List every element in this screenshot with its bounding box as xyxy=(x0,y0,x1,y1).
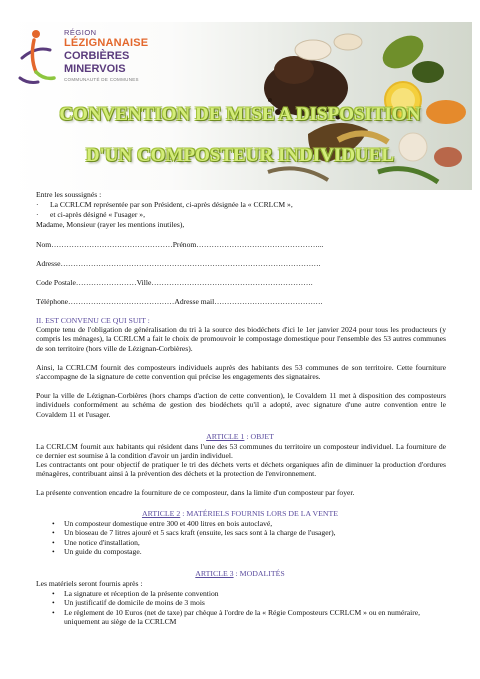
logo-figure-icon xyxy=(14,28,62,90)
logo-region-text: RÉGION xyxy=(64,28,97,37)
list-item: • Une notice d'installation, xyxy=(52,538,432,547)
document-title-line2: D'UN COMPOSTEUR INDIVIDUEL xyxy=(85,145,395,166)
article-1-paragraph-2: Les contractants ont pour objectif de pratiquer le tri des déchets verts et déchets organiques afin de diminuer la production d'ordures ménagères, contribuant ainsi à la prévention des déchets et la protection de l'environnement. xyxy=(36,460,446,479)
bullet-dot: · xyxy=(36,200,39,209)
article-2-heading xyxy=(0,509,480,518)
field-adresse[interactable]: Adresse…………………………………………………………………………………………. xyxy=(36,259,321,268)
field-code-postal-ville[interactable]: Code Postale……………………Ville………………………………………………………. xyxy=(36,278,313,287)
agreement-paragraph-1: Compte tenu de l'obligation de généralisation du tri à la source des biodéchets d'ici le 1er janvier 2024 pour tous les producteurs (y compris les ménages), la CCRLCM a fait le choix de promouvoir le compostage domestique pour l'ensemble des 53 autres communes de son territoire (hors ville de Lézignan-Corbières). xyxy=(36,325,446,353)
logo-name-line1: LÉZIGNANAISE xyxy=(64,37,149,49)
article-3-list xyxy=(52,589,432,626)
article-3-intro: Les matériels seront fournis après : xyxy=(36,579,143,588)
article-1-title: : OBJET xyxy=(244,432,274,441)
list-item: • La signature et réception de la présente convention xyxy=(52,589,432,598)
list-item: • Un composteur domestique entre 300 et 400 litres en bois autoclavé, xyxy=(52,519,432,528)
party-ccrlcm: La CCRLCM représentée par son Président, ci-après désignée la « CCRLCM », xyxy=(50,200,293,209)
article-1-paragraph-3: La présente convention encadre la fourniture de ce composteur, dans la limite d'un composteur par foyer. xyxy=(36,488,355,497)
article-3-label: ARTICLE 3 xyxy=(195,569,234,578)
civility-line: Madame, Monsieur (rayer les mentions inutiles), xyxy=(36,220,185,229)
list-item: • Un bioseau de 7 litres ajouré et 5 sacs kraft (ensuite, les sacs sont à la charge de l'usager), xyxy=(52,528,432,537)
document-title-line1: CONVENTION DE MISE A DISPOSITION xyxy=(59,104,421,125)
logo-tagline: COMMUNAUTÉ DE COMMUNES xyxy=(64,77,139,82)
article-2-title: : MATÉRIELS FOURNIS LORS DE LA VENTE xyxy=(180,509,339,518)
organization-logo xyxy=(14,28,164,90)
field-telephone-email[interactable]: Téléphone……………………………………Adresse mail……………………………………. xyxy=(36,297,323,306)
field-nom-prenom[interactable]: Nom…………………………………………Prénom…………………………………………... xyxy=(36,240,324,249)
article-1-heading xyxy=(0,432,480,441)
list-item: • Un justificatif de domicile de moins de 3 mois xyxy=(52,598,432,607)
agreement-paragraph-3: Pour la ville de Lézignan-Corbières (hors champs d'action de cette convention), le Covaldem 11 met à disposition des composteurs individuels conformément au schéma de gestion des biodéchets qu'il a adopté, avec signature d'une autre convention entre le Covaldem 11 et l'usager. xyxy=(36,391,446,419)
article-3-heading xyxy=(0,569,480,578)
article-1-paragraph-1: La CCRLCM fournit aux habitants qui résident dans l'une des 53 communes du territoire un composteur individuel. La fourniture de ce dernier est soumise à la condition d'avoir un jardin individuel. xyxy=(36,442,446,461)
list-item: • Le règlement de 10 Euros (net de taxe) par chèque à l'ordre de la « Régie Composteurs CCRLCM » ou en numéraire, uniquement au siège de la CCRLCM xyxy=(52,608,432,627)
parties-intro: Entre les soussignés : xyxy=(36,190,102,199)
logo-name-line3: MINERVOIS xyxy=(64,63,126,75)
bullet-dot: · xyxy=(36,210,39,219)
article-3-title: : MODALITÉS xyxy=(233,569,285,578)
article-2-label: ARTICLE 2 xyxy=(141,509,181,518)
list-item: • Un guide du compostage. xyxy=(52,547,432,556)
logo-name-line2: CORBIÈRES xyxy=(64,50,130,62)
article-1-label: ARTICLE 1 xyxy=(206,432,245,441)
article-2-list xyxy=(52,519,432,556)
agreement-paragraph-2: Ainsi, la CCRLCM fournit des composteurs individuels auprès des habitants des 53 communes de son territoire. Cette fourniture s'accompagne de la signature de cette convention qui précise les engagements des signataires. xyxy=(36,363,446,382)
section-heading-agreement: II. EST CONVENU CE QUI SUIT : xyxy=(36,316,150,325)
party-usager: et ci-après désigné « l'usager », xyxy=(50,210,145,219)
